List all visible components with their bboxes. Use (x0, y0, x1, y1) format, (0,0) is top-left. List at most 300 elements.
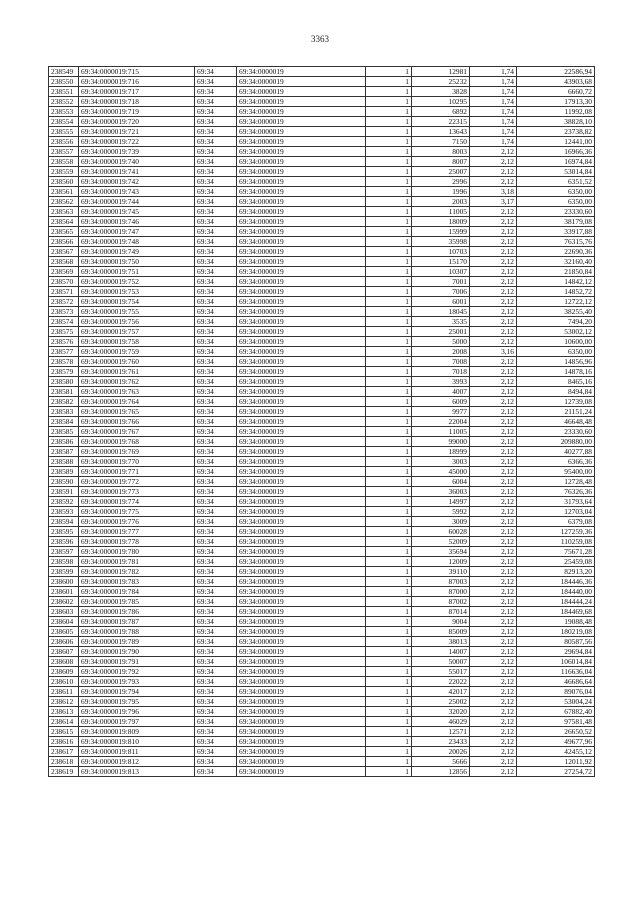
district-code-cell: 69:34 (195, 517, 237, 527)
table-row (49, 577, 595, 587)
count-cell: 1 (366, 97, 412, 107)
area-cell: 50007 (412, 657, 470, 667)
quarter-code-cell: 69:34:0000019 (237, 767, 366, 777)
quarter-code-cell: 69:34:0000019 (237, 187, 366, 197)
quarter-code-cell: 69:34:0000019 (237, 247, 366, 257)
table-row (49, 157, 595, 167)
quarter-code-cell: 69:34:0000019 (237, 397, 366, 407)
area-cell: 36003 (412, 487, 470, 497)
area-cell: 10703 (412, 247, 470, 257)
rate-cell: 2,12 (470, 667, 517, 677)
area-cell: 12856 (412, 767, 470, 777)
count-cell: 1 (366, 717, 412, 727)
rate-cell: 2,12 (470, 307, 517, 317)
rate-cell: 2,12 (470, 177, 517, 187)
district-code-cell: 69:34 (195, 367, 237, 377)
cadastral-number-cell: 69:34:0000019:791 (79, 657, 195, 667)
quarter-code-cell: 69:34:0000019 (237, 547, 366, 557)
rate-cell: 2,12 (470, 427, 517, 437)
value-cell: 46648,48 (517, 417, 595, 427)
table-row (49, 227, 595, 237)
district-code-cell: 69:34 (195, 747, 237, 757)
count-cell: 1 (366, 617, 412, 627)
area-cell: 18045 (412, 307, 470, 317)
district-code-cell: 69:34 (195, 277, 237, 287)
value-cell: 23330,60 (517, 207, 595, 217)
district-code-cell: 69:34 (195, 397, 237, 407)
cadastral-number-cell: 69:34:0000019:796 (79, 707, 195, 717)
row-id-cell: 238576 (49, 337, 79, 347)
quarter-code-cell: 69:34:0000019 (237, 587, 366, 597)
area-cell: 12009 (412, 557, 470, 567)
area-cell: 11005 (412, 207, 470, 217)
value-cell: 184444,24 (517, 597, 595, 607)
table-row (49, 557, 595, 567)
quarter-code-cell: 69:34:0000019 (237, 497, 366, 507)
count-cell: 1 (366, 207, 412, 217)
count-cell: 1 (366, 397, 412, 407)
district-code-cell: 69:34 (195, 347, 237, 357)
area-cell: 7018 (412, 367, 470, 377)
quarter-code-cell: 69:34:0000019 (237, 337, 366, 347)
count-cell: 1 (366, 627, 412, 637)
row-id-cell: 238600 (49, 577, 79, 587)
rate-cell: 2,12 (470, 237, 517, 247)
table-row (49, 317, 595, 327)
row-id-cell: 238553 (49, 107, 79, 117)
value-cell: 12441,00 (517, 137, 595, 147)
area-cell: 87003 (412, 577, 470, 587)
value-cell: 16966,36 (517, 147, 595, 157)
count-cell: 1 (366, 597, 412, 607)
row-id-cell: 238584 (49, 417, 79, 427)
row-id-cell: 238594 (49, 517, 79, 527)
quarter-code-cell: 69:34:0000019 (237, 737, 366, 747)
value-cell: 76315,76 (517, 237, 595, 247)
value-cell: 184440,00 (517, 587, 595, 597)
count-cell: 1 (366, 697, 412, 707)
district-code-cell: 69:34 (195, 157, 237, 167)
cadastral-number-cell: 69:34:0000019:749 (79, 247, 195, 257)
count-cell: 1 (366, 487, 412, 497)
district-code-cell: 69:34 (195, 727, 237, 737)
value-cell: 23330,60 (517, 427, 595, 437)
row-id-cell: 238592 (49, 497, 79, 507)
cadastral-number-cell: 69:34:0000019:751 (79, 267, 195, 277)
table-row (49, 77, 595, 87)
district-code-cell: 69:34 (195, 317, 237, 327)
value-cell: 11992,08 (517, 107, 595, 117)
row-id-cell: 238563 (49, 207, 79, 217)
table-row (49, 117, 595, 127)
district-code-cell: 69:34 (195, 357, 237, 367)
area-cell: 3535 (412, 317, 470, 327)
quarter-code-cell: 69:34:0000019 (237, 677, 366, 687)
count-cell: 1 (366, 267, 412, 277)
cadastral-table (48, 66, 595, 777)
cadastral-number-cell: 69:34:0000019:773 (79, 487, 195, 497)
district-code-cell: 69:34 (195, 647, 237, 657)
quarter-code-cell: 69:34:0000019 (237, 317, 366, 327)
cadastral-number-cell: 69:34:0000019:757 (79, 327, 195, 337)
value-cell: 19088,48 (517, 617, 595, 627)
row-id-cell: 238562 (49, 197, 79, 207)
rate-cell: 2,12 (470, 557, 517, 567)
count-cell: 1 (366, 567, 412, 577)
area-cell: 18009 (412, 217, 470, 227)
table-row (49, 637, 595, 647)
rate-cell: 2,12 (470, 567, 517, 577)
row-id-cell: 238589 (49, 467, 79, 477)
table-row (49, 177, 595, 187)
quarter-code-cell: 69:34:0000019 (237, 377, 366, 387)
cadastral-number-cell: 69:34:0000019:764 (79, 397, 195, 407)
value-cell: 53004,24 (517, 697, 595, 707)
row-id-cell: 238599 (49, 567, 79, 577)
quarter-code-cell: 69:34:0000019 (237, 517, 366, 527)
rate-cell: 2,12 (470, 317, 517, 327)
quarter-code-cell: 69:34:0000019 (237, 237, 366, 247)
value-cell: 21151,24 (517, 407, 595, 417)
area-cell: 55017 (412, 667, 470, 677)
value-cell: 38828,10 (517, 117, 595, 127)
count-cell: 1 (366, 227, 412, 237)
area-cell: 6892 (412, 107, 470, 117)
table-row (49, 97, 595, 107)
count-cell: 1 (366, 547, 412, 557)
cadastral-number-cell: 69:34:0000019:775 (79, 507, 195, 517)
row-id-cell: 238585 (49, 427, 79, 437)
cadastral-number-cell: 69:34:0000019:784 (79, 587, 195, 597)
value-cell: 6366,36 (517, 457, 595, 467)
row-id-cell: 238559 (49, 167, 79, 177)
table-row (49, 507, 595, 517)
row-id-cell: 238591 (49, 487, 79, 497)
value-cell: 43903,68 (517, 77, 595, 87)
row-id-cell: 238581 (49, 387, 79, 397)
district-code-cell: 69:34 (195, 607, 237, 617)
row-id-cell: 238612 (49, 697, 79, 707)
district-code-cell: 69:34 (195, 557, 237, 567)
table-row (49, 237, 595, 247)
rate-cell: 2,12 (470, 517, 517, 527)
rate-cell: 3,17 (470, 197, 517, 207)
rate-cell: 2,12 (470, 767, 517, 777)
area-cell: 7006 (412, 287, 470, 297)
value-cell: 12011,92 (517, 757, 595, 767)
cadastral-number-cell: 69:34:0000019:794 (79, 687, 195, 697)
table-row (49, 607, 595, 617)
rate-cell: 2,12 (470, 527, 517, 537)
rate-cell: 2,12 (470, 497, 517, 507)
value-cell: 14852,72 (517, 287, 595, 297)
district-code-cell: 69:34 (195, 427, 237, 437)
table-row (49, 167, 595, 177)
rate-cell: 2,12 (470, 647, 517, 657)
row-id-cell: 238550 (49, 77, 79, 87)
table-row (49, 747, 595, 757)
cadastral-number-cell: 69:34:0000019:721 (79, 127, 195, 137)
rate-cell: 2,12 (470, 487, 517, 497)
count-cell: 1 (366, 707, 412, 717)
row-id-cell: 238603 (49, 607, 79, 617)
row-id-cell: 238607 (49, 647, 79, 657)
row-id-cell: 238609 (49, 667, 79, 677)
district-code-cell: 69:34 (195, 507, 237, 517)
value-cell: 6350,00 (517, 187, 595, 197)
table-row (49, 377, 595, 387)
district-code-cell: 69:34 (195, 657, 237, 667)
cadastral-number-cell: 69:34:0000019:752 (79, 277, 195, 287)
area-cell: 11005 (412, 427, 470, 437)
cadastral-number-cell: 69:34:0000019:748 (79, 237, 195, 247)
cadastral-number-cell: 69:34:0000019:766 (79, 417, 195, 427)
row-id-cell: 238618 (49, 757, 79, 767)
value-cell: 127259,36 (517, 527, 595, 537)
cadastral-number-cell: 69:34:0000019:777 (79, 527, 195, 537)
area-cell: 9004 (412, 617, 470, 627)
rate-cell: 2,12 (470, 717, 517, 727)
row-id-cell: 238560 (49, 177, 79, 187)
district-code-cell: 69:34 (195, 447, 237, 457)
count-cell: 1 (366, 217, 412, 227)
count-cell: 1 (366, 757, 412, 767)
area-cell: 7001 (412, 277, 470, 287)
value-cell: 14856,96 (517, 357, 595, 367)
district-code-cell: 69:34 (195, 547, 237, 557)
quarter-code-cell: 69:34:0000019 (237, 427, 366, 437)
value-cell: 25459,08 (517, 557, 595, 567)
count-cell: 1 (366, 687, 412, 697)
value-cell: 95400,00 (517, 467, 595, 477)
rate-cell: 2,12 (470, 607, 517, 617)
value-cell: 76326,36 (517, 487, 595, 497)
cadastral-number-cell: 69:34:0000019:761 (79, 367, 195, 377)
quarter-code-cell: 69:34:0000019 (237, 147, 366, 157)
area-cell: 25007 (412, 167, 470, 177)
cadastral-number-cell: 69:34:0000019:719 (79, 107, 195, 117)
cadastral-number-cell: 69:34:0000019:776 (79, 517, 195, 527)
area-cell: 10307 (412, 267, 470, 277)
area-cell: 2003 (412, 197, 470, 207)
row-id-cell: 238566 (49, 237, 79, 247)
value-cell: 33917,88 (517, 227, 595, 237)
district-code-cell: 69:34 (195, 187, 237, 197)
cadastral-number-cell: 69:34:0000019:717 (79, 87, 195, 97)
row-id-cell: 238568 (49, 257, 79, 267)
district-code-cell: 69:34 (195, 337, 237, 347)
rate-cell: 2,12 (470, 387, 517, 397)
district-code-cell: 69:34 (195, 437, 237, 447)
district-code-cell: 69:34 (195, 117, 237, 127)
quarter-code-cell: 69:34:0000019 (237, 537, 366, 547)
area-cell: 87014 (412, 607, 470, 617)
value-cell: 49677,96 (517, 737, 595, 747)
district-code-cell: 69:34 (195, 287, 237, 297)
row-id-cell: 238569 (49, 267, 79, 277)
cadastral-number-cell: 69:34:0000019:747 (79, 227, 195, 237)
table-row (49, 327, 595, 337)
rate-cell: 3,16 (470, 347, 517, 357)
row-id-cell: 238574 (49, 317, 79, 327)
table-row (49, 427, 595, 437)
value-cell: 21850,84 (517, 267, 595, 277)
cadastral-number-cell: 69:34:0000019:781 (79, 557, 195, 567)
value-cell: 32160,40 (517, 257, 595, 267)
count-cell: 1 (366, 117, 412, 127)
table-row (49, 67, 595, 77)
rate-cell: 2,12 (470, 297, 517, 307)
rate-cell: 2,12 (470, 747, 517, 757)
area-cell: 42017 (412, 687, 470, 697)
table-row (49, 657, 595, 667)
row-id-cell: 238587 (49, 447, 79, 457)
area-cell: 25232 (412, 77, 470, 87)
district-code-cell: 69:34 (195, 767, 237, 777)
row-id-cell: 238554 (49, 117, 79, 127)
quarter-code-cell: 69:34:0000019 (237, 227, 366, 237)
row-id-cell: 238575 (49, 327, 79, 337)
count-cell: 1 (366, 257, 412, 267)
cadastral-number-cell: 69:34:0000019:810 (79, 737, 195, 747)
count-cell: 1 (366, 557, 412, 567)
row-id-cell: 238590 (49, 477, 79, 487)
count-cell: 1 (366, 317, 412, 327)
rate-cell: 2,12 (470, 397, 517, 407)
district-code-cell: 69:34 (195, 107, 237, 117)
cadastral-number-cell: 69:34:0000019:813 (79, 767, 195, 777)
value-cell: 12722,12 (517, 297, 595, 307)
rate-cell: 2,12 (470, 727, 517, 737)
cadastral-number-cell: 69:34:0000019:792 (79, 667, 195, 677)
row-id-cell: 238561 (49, 187, 79, 197)
rate-cell: 2,12 (470, 657, 517, 667)
cadastral-number-cell: 69:34:0000019:753 (79, 287, 195, 297)
count-cell: 1 (366, 477, 412, 487)
quarter-code-cell: 69:34:0000019 (237, 107, 366, 117)
district-code-cell: 69:34 (195, 217, 237, 227)
table-row (49, 547, 595, 557)
cadastral-number-cell: 69:34:0000019:780 (79, 547, 195, 557)
rate-cell: 2,12 (470, 617, 517, 627)
quarter-code-cell: 69:34:0000019 (237, 417, 366, 427)
count-cell: 1 (366, 347, 412, 357)
quarter-code-cell: 69:34:0000019 (237, 257, 366, 267)
count-cell: 1 (366, 297, 412, 307)
cadastral-number-cell: 69:34:0000019:790 (79, 647, 195, 657)
table-row (49, 107, 595, 117)
district-code-cell: 69:34 (195, 257, 237, 267)
quarter-code-cell: 69:34:0000019 (237, 267, 366, 277)
quarter-code-cell: 69:34:0000019 (237, 757, 366, 767)
table-row (49, 137, 595, 147)
quarter-code-cell: 69:34:0000019 (237, 567, 366, 577)
row-id-cell: 238619 (49, 767, 79, 777)
value-cell: 8465,16 (517, 377, 595, 387)
district-code-cell: 69:34 (195, 247, 237, 257)
rate-cell: 1,74 (470, 77, 517, 87)
district-code-cell: 69:34 (195, 527, 237, 537)
rate-cell: 1,74 (470, 117, 517, 127)
quarter-code-cell: 69:34:0000019 (237, 287, 366, 297)
rate-cell: 1,74 (470, 107, 517, 117)
table-row (49, 287, 595, 297)
cadastral-number-cell: 69:34:0000019:788 (79, 627, 195, 637)
quarter-code-cell: 69:34:0000019 (237, 577, 366, 587)
area-cell: 7008 (412, 357, 470, 367)
quarter-code-cell: 69:34:0000019 (237, 727, 366, 737)
cadastral-number-cell: 69:34:0000019:742 (79, 177, 195, 187)
quarter-code-cell: 69:34:0000019 (237, 307, 366, 317)
area-cell: 13643 (412, 127, 470, 137)
table-row (49, 727, 595, 737)
area-cell: 8003 (412, 147, 470, 157)
district-code-cell: 69:34 (195, 197, 237, 207)
area-cell: 2008 (412, 347, 470, 357)
area-cell: 3003 (412, 457, 470, 467)
area-cell: 14007 (412, 647, 470, 657)
row-id-cell: 238601 (49, 587, 79, 597)
area-cell: 12571 (412, 727, 470, 737)
count-cell: 1 (366, 337, 412, 347)
area-cell: 60028 (412, 527, 470, 537)
count-cell: 1 (366, 417, 412, 427)
rate-cell: 2,12 (470, 757, 517, 767)
cadastral-number-cell: 69:34:0000019:778 (79, 537, 195, 547)
quarter-code-cell: 69:34:0000019 (237, 477, 366, 487)
area-cell: 6009 (412, 397, 470, 407)
row-id-cell: 238580 (49, 377, 79, 387)
row-id-cell: 238613 (49, 707, 79, 717)
district-code-cell: 69:34 (195, 677, 237, 687)
row-id-cell: 238605 (49, 627, 79, 637)
row-id-cell: 238608 (49, 657, 79, 667)
quarter-code-cell: 69:34:0000019 (237, 717, 366, 727)
cadastral-number-cell: 69:34:0000019:809 (79, 727, 195, 737)
quarter-code-cell: 69:34:0000019 (237, 347, 366, 357)
table-row (49, 537, 595, 547)
count-cell: 1 (366, 587, 412, 597)
district-code-cell: 69:34 (195, 377, 237, 387)
value-cell: 17913,30 (517, 97, 595, 107)
rate-cell: 2,12 (470, 227, 517, 237)
table-row (49, 627, 595, 637)
area-cell: 5666 (412, 757, 470, 767)
area-cell: 52009 (412, 537, 470, 547)
quarter-code-cell: 69:34:0000019 (237, 87, 366, 97)
table-row (49, 187, 595, 197)
quarter-code-cell: 69:34:0000019 (237, 407, 366, 417)
rate-cell: 2,12 (470, 257, 517, 267)
rate-cell: 2,12 (470, 447, 517, 457)
table-row (49, 667, 595, 677)
cadastral-number-cell: 69:34:0000019:789 (79, 637, 195, 647)
row-id-cell: 238617 (49, 747, 79, 757)
area-cell: 9977 (412, 407, 470, 417)
count-cell: 1 (366, 407, 412, 417)
count-cell: 1 (366, 577, 412, 587)
quarter-code-cell: 69:34:0000019 (237, 447, 366, 457)
cadastral-number-cell: 69:34:0000019:774 (79, 497, 195, 507)
count-cell: 1 (366, 607, 412, 617)
value-cell: 14842,12 (517, 277, 595, 287)
district-code-cell: 69:34 (195, 137, 237, 147)
district-code-cell: 69:34 (195, 497, 237, 507)
quarter-code-cell: 69:34:0000019 (237, 97, 366, 107)
cadastral-number-cell: 69:34:0000019:754 (79, 297, 195, 307)
district-code-cell: 69:34 (195, 387, 237, 397)
count-cell: 1 (366, 517, 412, 527)
